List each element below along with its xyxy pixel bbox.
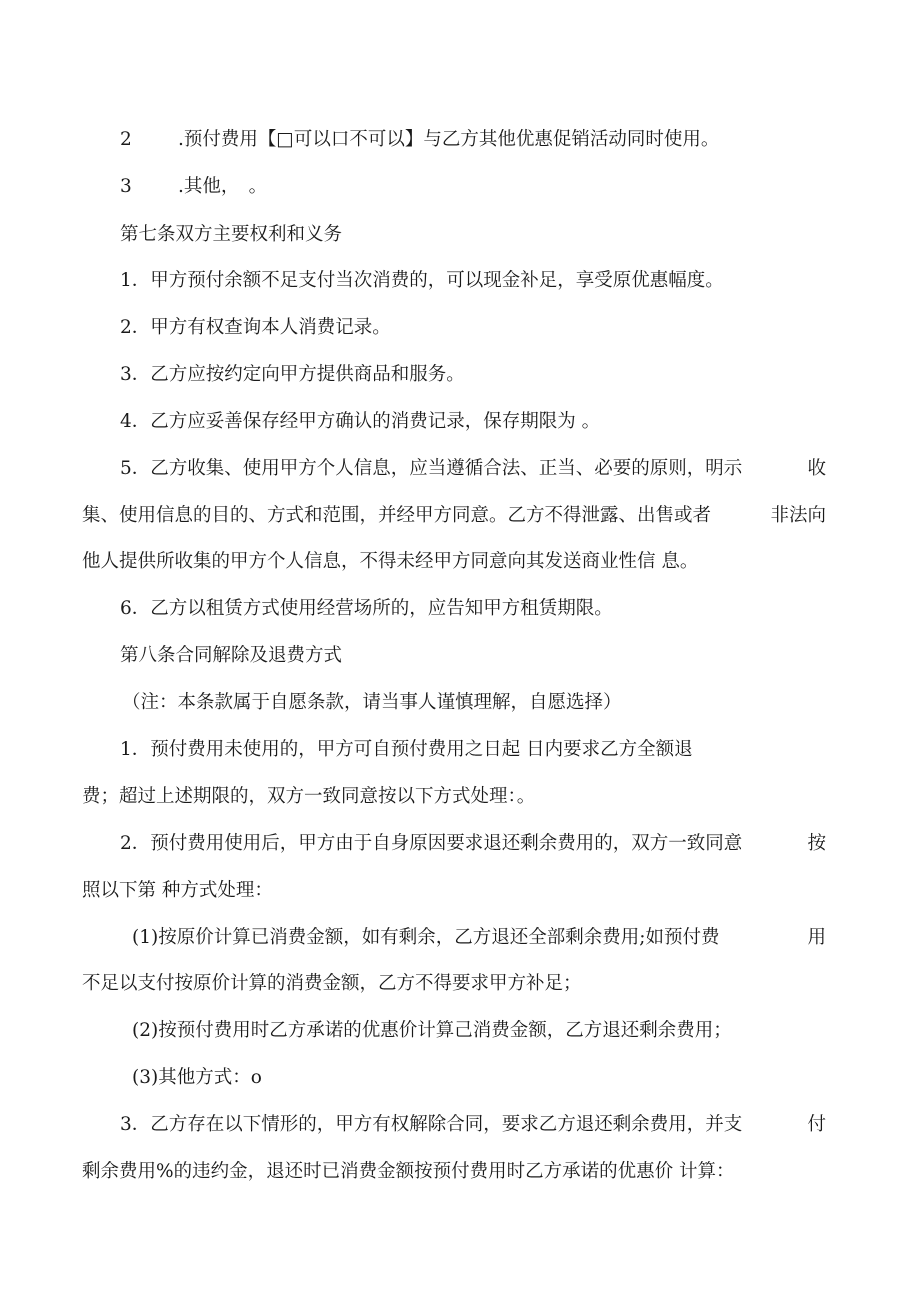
clause-6-item-3 bbox=[120, 174, 267, 200]
article-8-item-1-line-1: 1．预付费用未使用的，甲方可自预付费用之日起 日内要求乙方全额退 bbox=[120, 739, 693, 760]
option-2: (2)按预付费用时乙方承诺的优惠价计算己消费金额，乙方退还剩余费用； bbox=[132, 1020, 732, 1041]
item-text: .预付费用【□可以口不可以】与乙方其他优惠促销活动同时使用。 bbox=[178, 129, 720, 150]
article-7-item-5-line-2 bbox=[82, 503, 826, 529]
line-text: (1)按原价计算已消费金额，如有剩余，乙方退还全部剩余费用;如预付费 bbox=[132, 927, 720, 948]
article-7-item-1: 1．甲方预付余额不足支付当次消费的，可以现金补足，享受原优惠幅度。 bbox=[120, 270, 724, 291]
option-3: (3)其他方式：o bbox=[132, 1067, 262, 1088]
line-text: 5．乙方收集、使用甲方个人信息，应当遵循合法、正当、必要的原则，明示 bbox=[120, 458, 743, 479]
article-8-item-3-line-2: 剩余费用%的违约金，退还时已消费金额按预付费用时乙方承诺的优惠价 计算： bbox=[82, 1161, 735, 1182]
article-8-title: 第八条合同解除及退费方式 bbox=[120, 645, 343, 666]
line-text-end: 非法向 bbox=[770, 505, 826, 526]
article-7-item-2: 2．甲方有权查询本人消费记录。 bbox=[120, 317, 391, 338]
article-8-note: （注：本条款属于自愿条款，请当事人谨慎理解，自愿选择） bbox=[122, 692, 622, 713]
line-text: 集、使用信息的目的、方式和范围，并经甲方同意。乙方不得泄露、出售或者 bbox=[82, 505, 712, 526]
article-7-item-3: 3．乙方应按约定向甲方提供商品和服务。 bbox=[120, 364, 465, 385]
clause-6-item-2 bbox=[120, 127, 719, 153]
line-text-end: 收 bbox=[807, 458, 826, 479]
article-8-item-3-line-1 bbox=[120, 1112, 826, 1138]
line-text-end: 付 bbox=[807, 1114, 826, 1135]
article-7-item-5-line-3: 他人提供所收集的甲方个人信息，不得未经甲方同意向其发送商业性信 息。 bbox=[82, 551, 699, 572]
line-text: 3．乙方存在以下情形的，甲方有权解除合同，要求乙方退还剩余费用，并支 bbox=[120, 1114, 743, 1135]
line-text: 2．预付费用使用后，甲方由于自身原因要求退还剩余费用的，双方一致同意 bbox=[120, 833, 743, 854]
article-7-item-6: 6．乙方以租赁方式使用经营场所的，应告知甲方租赁期限。 bbox=[120, 598, 613, 619]
article-7-item-4: 4．乙方应妥善保存经甲方确认的消费记录，保存期限为 。 bbox=[120, 411, 601, 432]
item-text: .其他， 。 bbox=[178, 176, 268, 197]
item-number: 3 bbox=[120, 176, 132, 197]
article-7-item-5-line-1 bbox=[120, 456, 826, 482]
article-8-item-2-line-2: 照以下第 种方式处理： bbox=[82, 880, 273, 901]
article-7-title: 第七条双方主要权利和义务 bbox=[120, 224, 343, 245]
line-text-end: 按 bbox=[807, 833, 826, 854]
article-8-item-1-line-2: 费；超过上述期限的，双方一致同意按以下方式处理：。 bbox=[82, 786, 536, 807]
item-number: 2 bbox=[120, 129, 132, 150]
line-text-end: 用 bbox=[807, 927, 826, 948]
option-1-line-2: 不足以支付按原价计算的消费金额，乙方不得要求甲方补足； bbox=[82, 973, 582, 994]
article-8-item-2-line-1 bbox=[120, 831, 826, 857]
option-1-line-1 bbox=[132, 925, 826, 951]
